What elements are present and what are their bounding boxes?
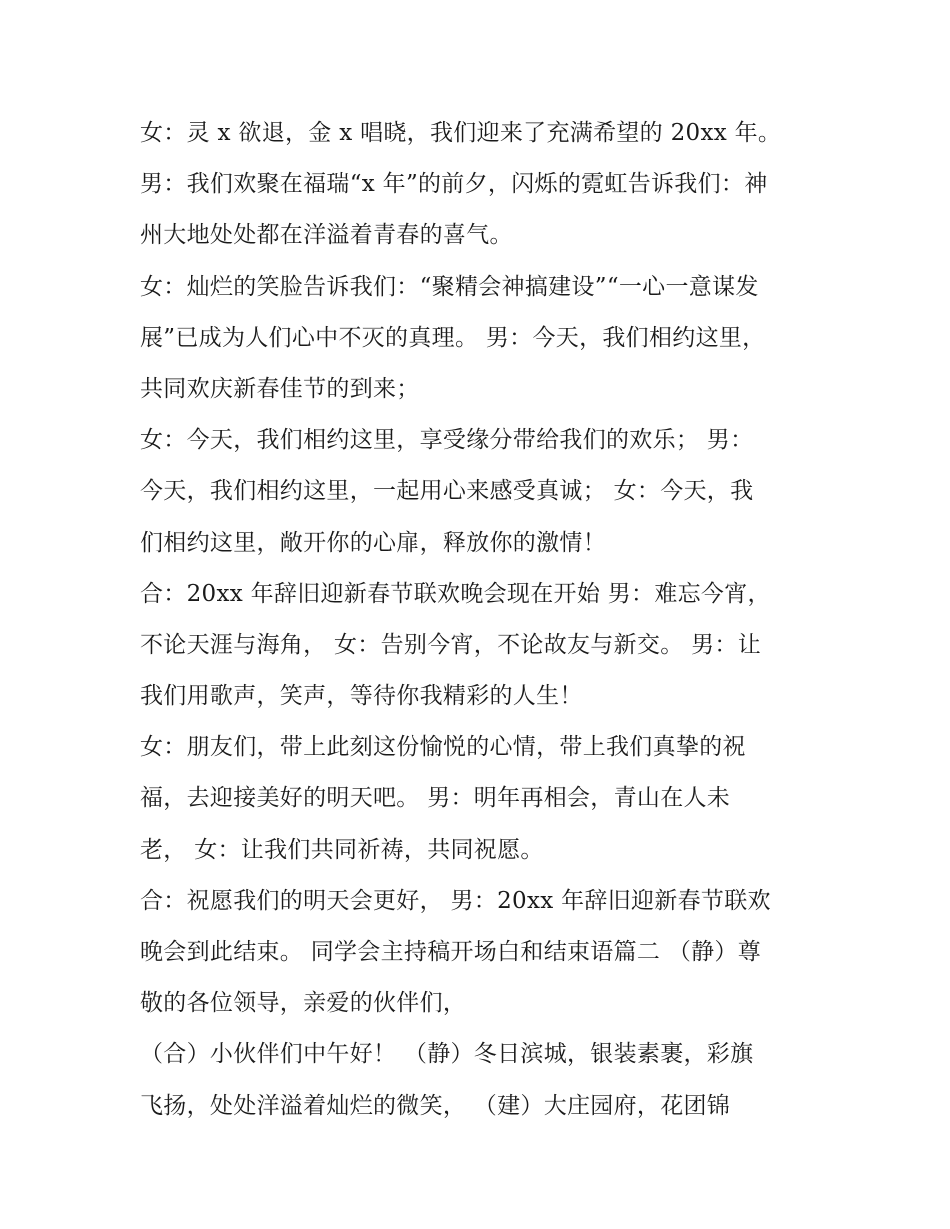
text-line: 共同欢庆新春佳节的到来； [140,375,420,402]
text-line: 合：祝愿我们的明天会更好， 男：20xx 年辞旧迎新春节联欢 [140,887,771,914]
text-line: 飞扬，处处洋溢着灿烂的微笑， （建）大庄园府，花团锦 [140,1092,731,1119]
text-line: 州大地处处都在洋溢着青春的喜气。 [140,222,513,249]
text-line: 们相约这里，敞开你的心扉，释放你的激情！ [140,529,606,556]
text-line: 敬的各位领导，亲爱的伙伴们， [140,990,467,1017]
text-line: 福，去迎接美好的明天吧。 男：明年再相会，青山在人未 [140,785,731,812]
paragraph [140,415,820,569]
text-line: 我们用歌声，笑声，等待你我精彩的人生！ [140,683,583,710]
text-line: 合：20xx 年辞旧迎新春节联欢晚会现在开始 男：难忘今宵， [140,580,771,607]
paragraph [140,569,820,723]
text-line: 女：灵 x 欲退，金 x 唱晓，我们迎来了充满希望的 20xx 年。 [140,120,782,146]
text-line: 不论天涯与海角， 女：告别今宵，不论故友与新交。 男：让 [140,631,762,658]
text-line: 晚会到此结束。 同学会主持稿开场白和结束语篇二 （静）尊 [140,939,762,965]
text-line: 展”已成为人们心中不灭的真理。 男：今天，我们相约这里， [140,324,766,351]
paragraph [140,108,820,159]
document-body [140,108,820,1132]
paragraph [140,876,820,1030]
text-line: （合）小伙伴们中午好！ （静）冬日滨城，银装素裹，彩旗 [140,1041,754,1068]
text-line: 今天，我们相约这里，一起用心来感受真诚； 女：今天，我 [140,478,754,505]
paragraph [140,262,820,416]
paragraph [140,1029,820,1131]
paragraph [140,722,820,876]
text-line: 女：朋友们，带上此刻这份愉悦的心情，带上我们真挚的祝 [140,734,746,761]
text-line: 女：灿烂的笑脸告诉我们：“聚精会神搞建设”“一心一意谋发 [140,273,759,300]
text-line: 男：我们欢聚在福瑞“x 年”的前夕，闪烁的霓虹告诉我们：神 [140,171,768,198]
paragraph [140,159,820,261]
text-line: 老， 女：让我们共同祈祷，共同祝愿。 [140,836,544,863]
text-line: 女：今天，我们相约这里，享受缘分带给我们的欢乐； 男： [140,427,754,454]
